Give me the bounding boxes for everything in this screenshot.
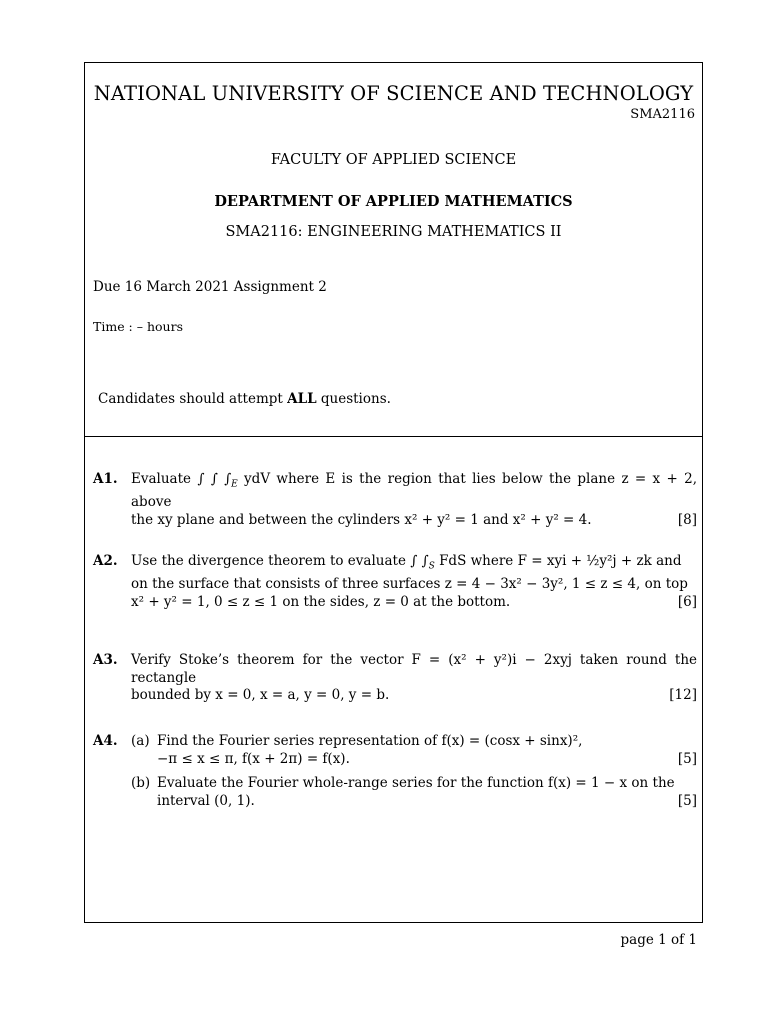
question-number: A1. [93,471,118,487]
question-text: ydV where E is the region that lies below the plane z = x + 2, above [131,471,698,511]
subquestion-label: (a) [131,733,150,749]
integral-subscript: S [428,561,435,572]
question-text: Find the Fourier series representation of f(x) = (cosx + sinx)², [157,733,583,749]
integral-subscript: E [231,479,238,490]
question-text: Verify Stoke’s theorem for the vector F = (x² + y²)i − 2xyj taken round the rectangle [131,652,697,686]
course-title: SMA2116: ENGINEERING MATHEMATICS II [225,224,562,240]
subquestion-a [131,733,697,768]
question-mark: [12] [669,687,697,703]
instructions-bold: ALL [287,391,317,407]
question-number: A3. [93,652,118,668]
question-mark: [5] [677,750,697,767]
question-text: −π ≤ x ≤ π, f(x + 2π) = f(x). [157,750,350,767]
page-number: page 1 of 1 [620,932,697,948]
question-line [131,553,697,576]
university-name: NATIONAL UNIVERSITY OF SCIENCE AND TECHNOLOGY [93,82,694,105]
department-name: DEPARTMENT OF APPLIED MATHEMATICS [214,193,573,210]
question-a1 [93,471,697,529]
question-mark: [8] [677,511,697,528]
time-allowed: Time : – hours [93,319,183,334]
question-text: Evaluate the Fourier whole-range series for the function f(x) = 1 − x on the [157,775,675,791]
question-number: A2. [93,553,118,569]
exam-paper-frame [84,62,703,923]
question-text: bounded by x = 0, x = a, y = 0, y = b. [131,687,390,703]
due-date: Due 16 March 2021 Assignment 2 [93,279,327,295]
course-code: SMA2116 [630,107,695,122]
question-mark: [6] [677,593,697,610]
question-text: the xy plane and between the cylinders x² + y² = 1 and x² + y² = 4. [131,511,592,528]
question-text: Use the divergence theorem to evaluate ∫ ∫ [131,553,429,569]
question-line [131,471,697,512]
question-text: on the surface that consists of three surfaces z = 4 − 3x² − 3y², 1 ≤ z ≤ 4, on top [131,576,688,593]
subquestion-b [131,775,697,810]
exam-header [85,63,702,437]
question-text: interval (0, 1). [157,792,255,809]
question-a3 [93,652,697,705]
instructions-post: questions. [320,391,391,407]
question-text: Evaluate ∫ ∫ ∫ [131,471,232,487]
instructions [98,391,391,407]
subquestion-label: (b) [131,775,151,791]
question-text: FdS where F = xyi + ½y²j + zk and [439,553,682,569]
question-a4 [93,733,697,810]
question-number: A4. [93,733,118,749]
faculty-name: FACULTY OF APPLIED SCIENCE [270,152,517,168]
question-mark: [5] [677,792,697,809]
instructions-pre: Candidates should attempt [98,391,283,407]
question-text: x² + y² = 1, 0 ≤ z ≤ 1 on the sides, z = 0 at the bottom. [131,593,511,610]
question-a2 [93,553,697,611]
